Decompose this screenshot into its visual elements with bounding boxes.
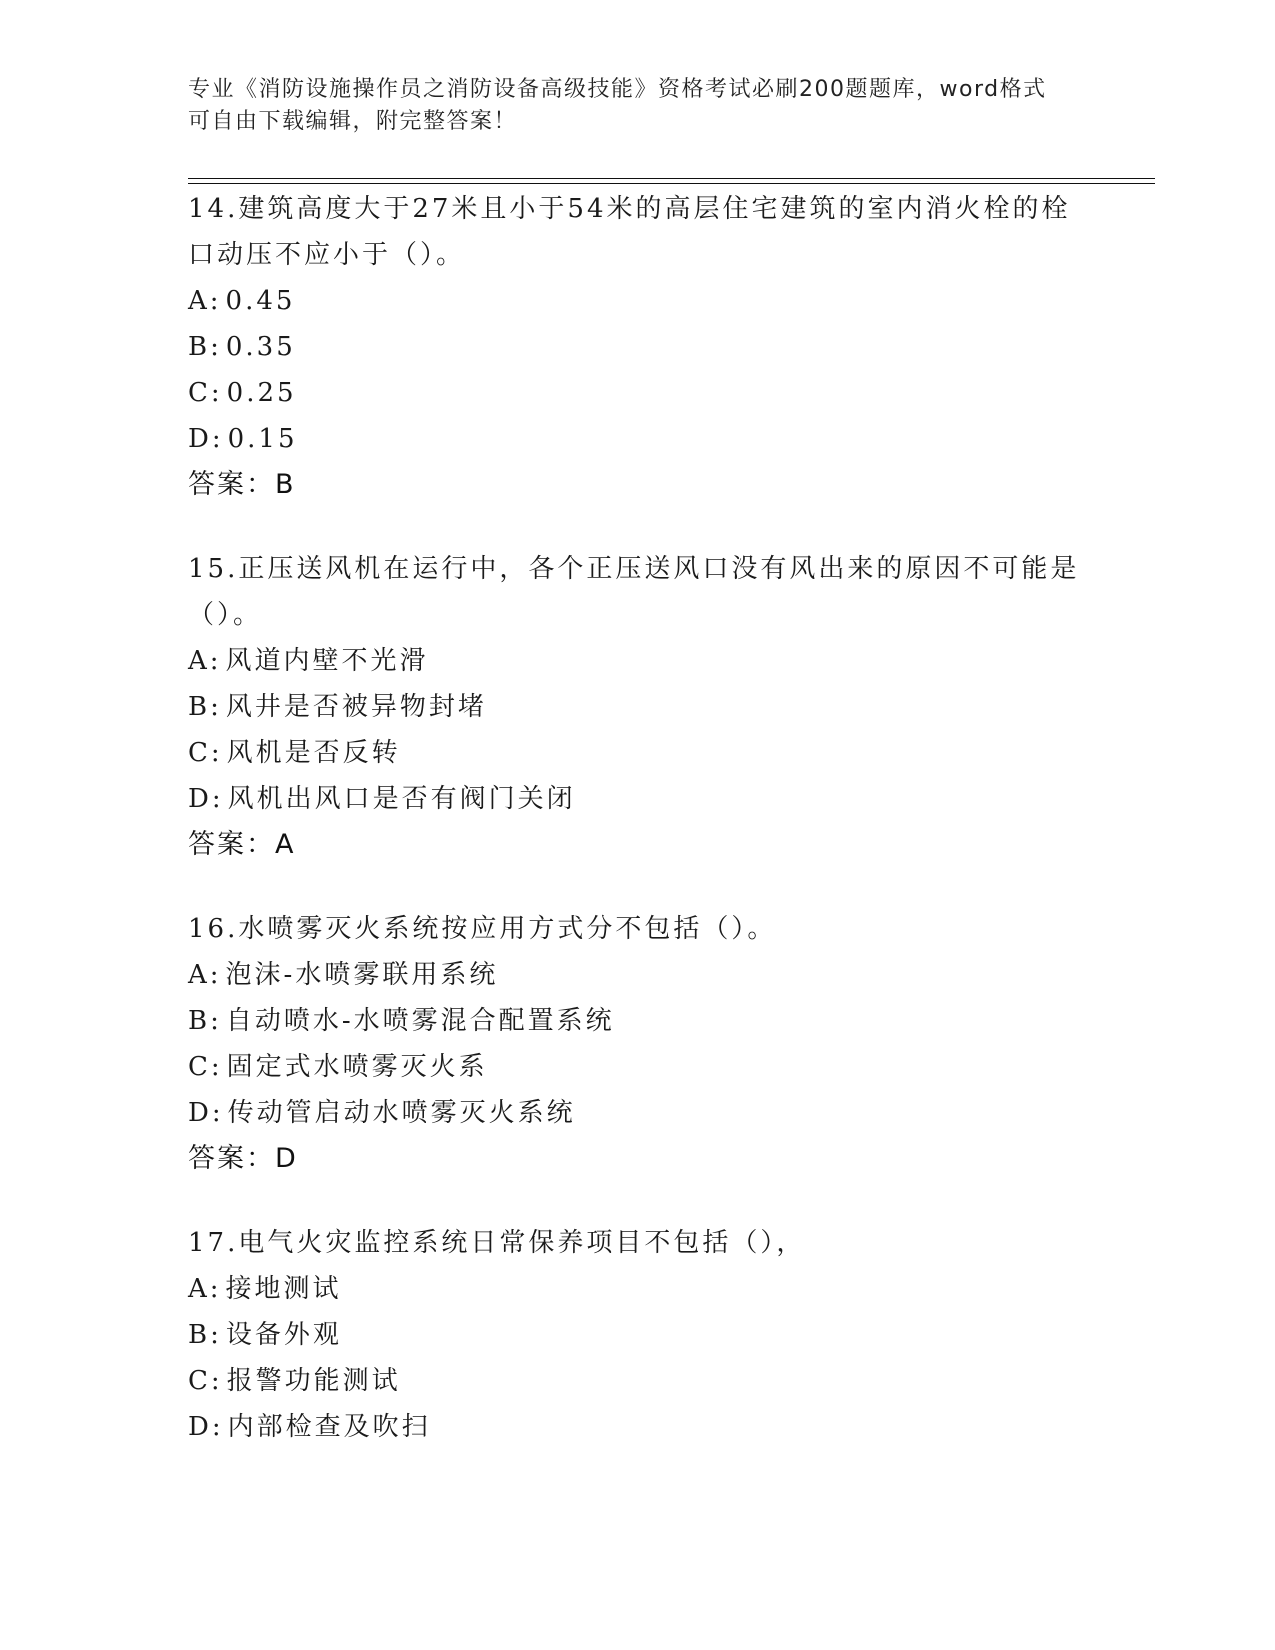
- option-d: [188, 416, 1088, 462]
- option-text: 风井是否被异物封堵: [225, 692, 487, 722]
- option-d: [188, 1404, 1088, 1450]
- option-letter: D:: [188, 424, 224, 454]
- option-text: 报警功能测试: [226, 1366, 401, 1396]
- option-b: [188, 324, 1088, 370]
- option-text: 风道内壁不光滑: [225, 646, 429, 676]
- answer-line: 答案：B: [188, 469, 296, 500]
- option-letter: A:: [188, 1274, 222, 1304]
- option-a: [188, 638, 1088, 684]
- question-list: [188, 186, 1088, 1488]
- option-letter: B:: [188, 1006, 222, 1036]
- option-letter: A:: [188, 960, 222, 990]
- option-letter: A:: [188, 646, 222, 676]
- option-a: [188, 278, 1088, 324]
- option-text: 0.15: [227, 424, 298, 454]
- option-letter: C:: [188, 738, 223, 768]
- option-text: 固定式水喷雾灭火系: [226, 1052, 488, 1082]
- option-a: [188, 1266, 1088, 1312]
- option-text: 0.35: [225, 332, 296, 362]
- option-letter: B:: [188, 1320, 222, 1350]
- option-text: 内部检查及吹扫: [227, 1412, 431, 1442]
- option-letter: C:: [188, 378, 223, 408]
- option-text: 0.25: [226, 378, 297, 408]
- option-letter: B:: [188, 332, 222, 362]
- option-b: [188, 1312, 1088, 1358]
- option-text: 泡沫-水喷雾联用系统: [225, 960, 499, 990]
- question-14: [188, 186, 1088, 508]
- header-divider-bottom: [188, 183, 1155, 184]
- option-d: [188, 1090, 1088, 1136]
- option-b: [188, 998, 1088, 1044]
- option-letter: D:: [188, 784, 224, 814]
- document-header-note: 专业《消防设施操作员之消防设备高级技能》资格考试必刷200题题库，word格式可自由下载编辑，附完整答案！: [188, 77, 1047, 134]
- option-text: 设备外观: [225, 1320, 342, 1350]
- option-text: 传动管启动水喷雾灭火系统: [227, 1098, 576, 1128]
- option-text: 风机是否反转: [226, 738, 401, 768]
- option-c: [188, 730, 1088, 776]
- option-letter: B:: [188, 692, 222, 722]
- option-c: [188, 1358, 1088, 1404]
- header-divider-top: [188, 178, 1155, 179]
- option-c: [188, 370, 1088, 416]
- option-text: 自动喷水-水喷雾混合配置系统: [225, 1006, 615, 1036]
- option-letter: D:: [188, 1412, 224, 1442]
- question-15: [188, 546, 1088, 868]
- question-17: [188, 1220, 1088, 1450]
- option-c: [188, 1044, 1088, 1090]
- option-a: [188, 952, 1088, 998]
- option-letter: D:: [188, 1098, 224, 1128]
- question-stem: 15.正压送风机在运行中，各个正压送风口没有风出来的原因不可能是（）。: [188, 554, 1080, 630]
- option-b: [188, 684, 1088, 730]
- question-stem: 14.建筑高度大于27米且小于54米的高层住宅建筑的室内消火栓的栓口动压不应小于（）。: [188, 194, 1071, 270]
- option-letter: A:: [188, 286, 222, 316]
- answer-line: 答案：D: [188, 1143, 298, 1174]
- option-text: 接地测试: [225, 1274, 342, 1304]
- option-letter: C:: [188, 1052, 223, 1082]
- option-d: [188, 776, 1088, 822]
- option-text: 风机出风口是否有阀门关闭: [227, 784, 576, 814]
- question-stem: 16.水喷雾灭火系统按应用方式分不包括（）。: [188, 914, 777, 944]
- option-letter: C:: [188, 1366, 223, 1396]
- question-stem: 17.电气火灾监控系统日常保养项目不包括（），: [188, 1228, 806, 1258]
- answer-line: 答案：A: [188, 829, 296, 860]
- option-text: 0.45: [225, 286, 296, 316]
- question-16: [188, 906, 1088, 1182]
